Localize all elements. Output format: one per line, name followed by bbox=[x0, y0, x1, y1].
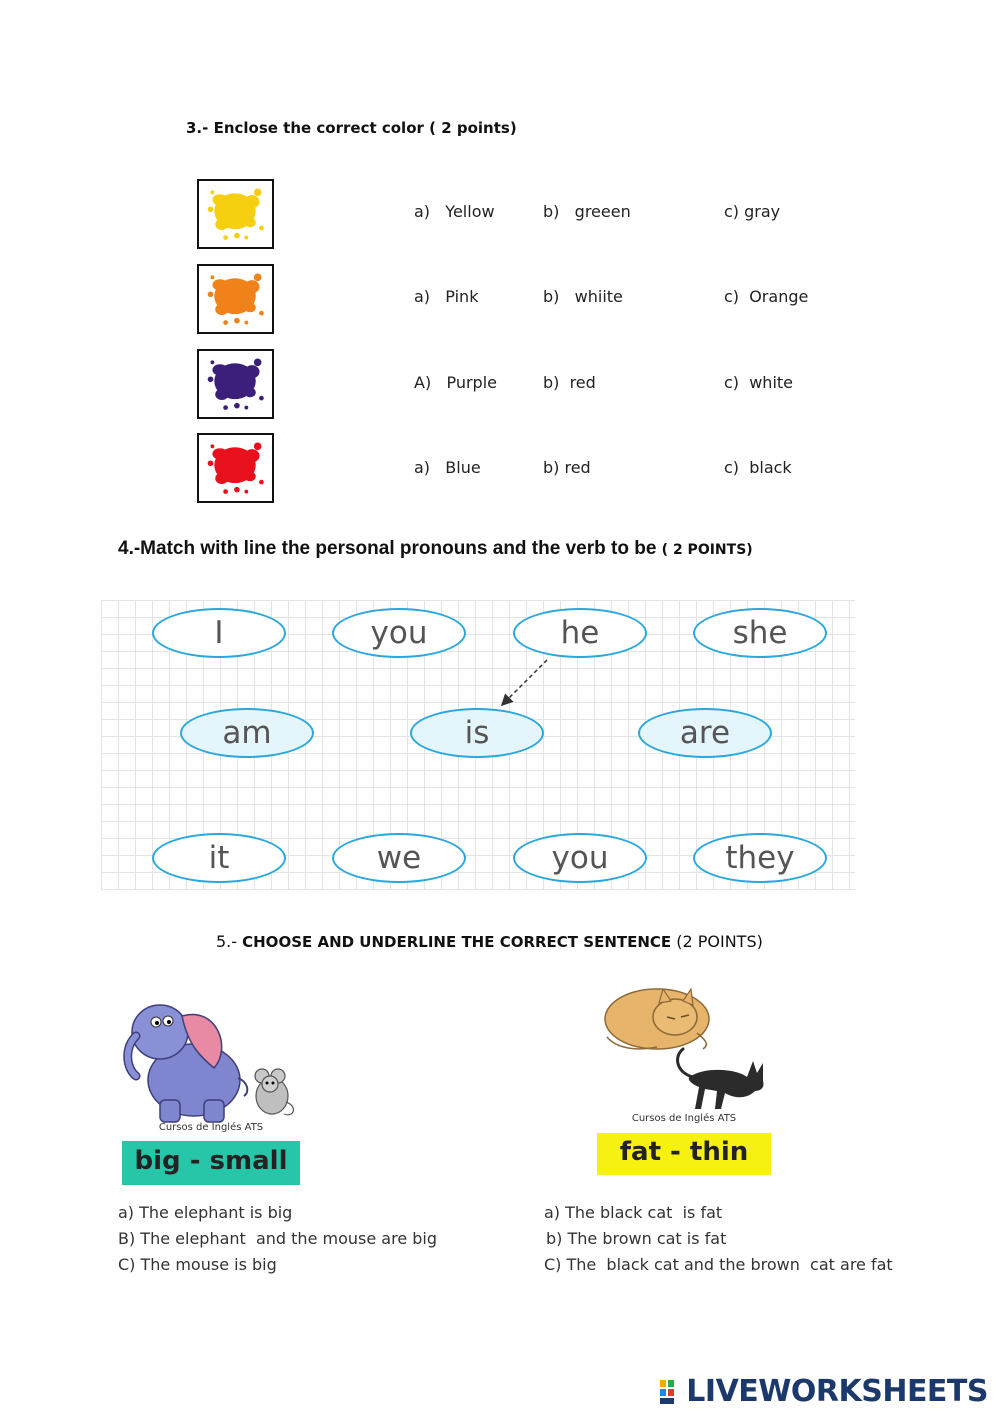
paint-blob bbox=[234, 487, 240, 493]
pronoun-oval-you-plural[interactable]: you bbox=[513, 833, 647, 883]
paint-blob bbox=[259, 480, 264, 485]
option-b[interactable]: b) greeen bbox=[543, 202, 631, 221]
pronoun-oval-we[interactable]: we bbox=[332, 833, 466, 883]
paint-blob bbox=[244, 490, 248, 494]
left-card-label: big - small bbox=[134, 1146, 288, 1176]
paint-blob bbox=[244, 280, 259, 293]
paint-blob bbox=[244, 472, 255, 481]
sentence-option[interactable]: a) The black cat is fat bbox=[544, 1203, 723, 1222]
option-b[interactable]: b) red bbox=[543, 373, 596, 392]
paint-blob bbox=[234, 233, 240, 239]
matching-grid bbox=[101, 600, 855, 890]
sentence-option[interactable]: C) The black cat and the brown cat are fat bbox=[544, 1255, 893, 1274]
paint-blob bbox=[244, 195, 259, 208]
paint-blob bbox=[244, 303, 255, 312]
option-a[interactable]: a) Pink bbox=[414, 287, 479, 306]
paint-blob bbox=[234, 318, 240, 324]
paint-blob bbox=[254, 443, 262, 451]
paint-blob bbox=[223, 405, 228, 410]
paint-blob bbox=[211, 360, 215, 364]
section-4-points: ( 2 POINTS) bbox=[661, 542, 753, 558]
section-4-title bbox=[118, 538, 753, 560]
yellow-splash-image bbox=[197, 179, 274, 249]
paint-blob bbox=[223, 489, 228, 494]
section-5-number: 5.- bbox=[216, 932, 243, 951]
purple-splash-image bbox=[197, 349, 274, 419]
orange-splash-image bbox=[197, 264, 274, 334]
liveworksheets-logo bbox=[660, 1374, 988, 1409]
paint-blob bbox=[244, 449, 259, 462]
paint-blob bbox=[215, 304, 228, 315]
paint-blob bbox=[244, 406, 248, 410]
option-c[interactable]: c) white bbox=[724, 373, 793, 392]
verb-oval-am[interactable]: am bbox=[180, 708, 314, 758]
verb-oval-are[interactable]: are bbox=[638, 708, 772, 758]
pronoun-oval-you[interactable]: you bbox=[332, 608, 466, 658]
option-a[interactable]: A) Purple bbox=[414, 373, 497, 392]
paint-blob bbox=[208, 376, 214, 382]
pronoun-oval-she[interactable]: she bbox=[693, 608, 827, 658]
section-5-heading: CHOOSE AND UNDERLINE THE CORRECT SENTENCE bbox=[242, 933, 672, 951]
paint-blob bbox=[259, 226, 264, 231]
paint-blob bbox=[234, 403, 240, 409]
left-card-caption: Cursos de Inglés ATS bbox=[158, 1122, 264, 1133]
paint-blob bbox=[259, 396, 264, 401]
paint-blob bbox=[208, 206, 214, 212]
paint-blob bbox=[208, 291, 214, 297]
paint-blob bbox=[244, 236, 248, 240]
paint-blob bbox=[215, 473, 228, 484]
section-4-title-main: 4.-Match with line the personal pronouns and the verb to be bbox=[118, 538, 662, 559]
option-c[interactable]: c) Orange bbox=[724, 287, 809, 306]
paint-blob bbox=[244, 388, 255, 397]
option-c[interactable]: c) black bbox=[724, 458, 792, 477]
paint-blob bbox=[211, 190, 215, 194]
pronoun-oval-it[interactable]: it bbox=[152, 833, 286, 883]
section-5-points: (2 POINTS) bbox=[671, 932, 763, 951]
paint-blob bbox=[212, 364, 227, 375]
pronoun-oval-he[interactable]: he bbox=[513, 608, 647, 658]
section-3-title: 3.- Enclose the correct color ( 2 points) bbox=[186, 119, 517, 137]
paint-blob bbox=[215, 389, 228, 400]
cats-card bbox=[597, 977, 771, 1175]
paint-blob bbox=[244, 365, 259, 378]
right-card-caption: Cursos de Inglés ATS bbox=[631, 1113, 737, 1124]
paint-blob bbox=[208, 460, 214, 466]
option-b[interactable]: b) red bbox=[543, 458, 591, 477]
paint-blob bbox=[244, 321, 248, 325]
paint-blob bbox=[212, 194, 227, 205]
paint-blob bbox=[223, 235, 228, 240]
paint-blob bbox=[223, 320, 228, 325]
paint-blob bbox=[211, 444, 215, 448]
paint-blob bbox=[244, 218, 255, 227]
paint-blob bbox=[215, 219, 228, 230]
paint-blob bbox=[254, 274, 262, 282]
red-splash-image bbox=[197, 433, 274, 503]
sentence-option[interactable]: a) The elephant is big bbox=[118, 1203, 293, 1222]
paint-blob bbox=[254, 359, 262, 367]
sentence-option[interactable]: b) The brown cat is fat bbox=[546, 1229, 727, 1248]
verb-oval-is[interactable]: is bbox=[410, 708, 544, 758]
paint-blob bbox=[212, 448, 227, 459]
paint-blob bbox=[254, 189, 262, 197]
paint-blob bbox=[259, 311, 264, 316]
pronoun-oval-they[interactable]: they bbox=[693, 833, 827, 883]
section-5-title bbox=[216, 932, 763, 951]
pronoun-oval-i[interactable]: I bbox=[152, 608, 286, 658]
option-a[interactable]: a) Blue bbox=[414, 458, 481, 477]
option-c[interactable]: c) gray bbox=[724, 202, 781, 221]
paint-blob bbox=[212, 279, 227, 290]
logo-mark-icon bbox=[660, 1380, 682, 1404]
option-b[interactable]: b) whiite bbox=[543, 287, 623, 306]
paint-blob bbox=[211, 275, 215, 279]
logo-text: LIVEWORKSHEETS bbox=[686, 1374, 988, 1409]
right-card-label: fat - thin bbox=[619, 1137, 749, 1167]
elephant-mouse-card bbox=[122, 988, 300, 1185]
sentence-option[interactable]: B) The elephant and the mouse are big bbox=[118, 1229, 437, 1248]
sentence-option[interactable]: C) The mouse is big bbox=[118, 1255, 277, 1274]
option-a[interactable]: a) Yellow bbox=[414, 202, 495, 221]
